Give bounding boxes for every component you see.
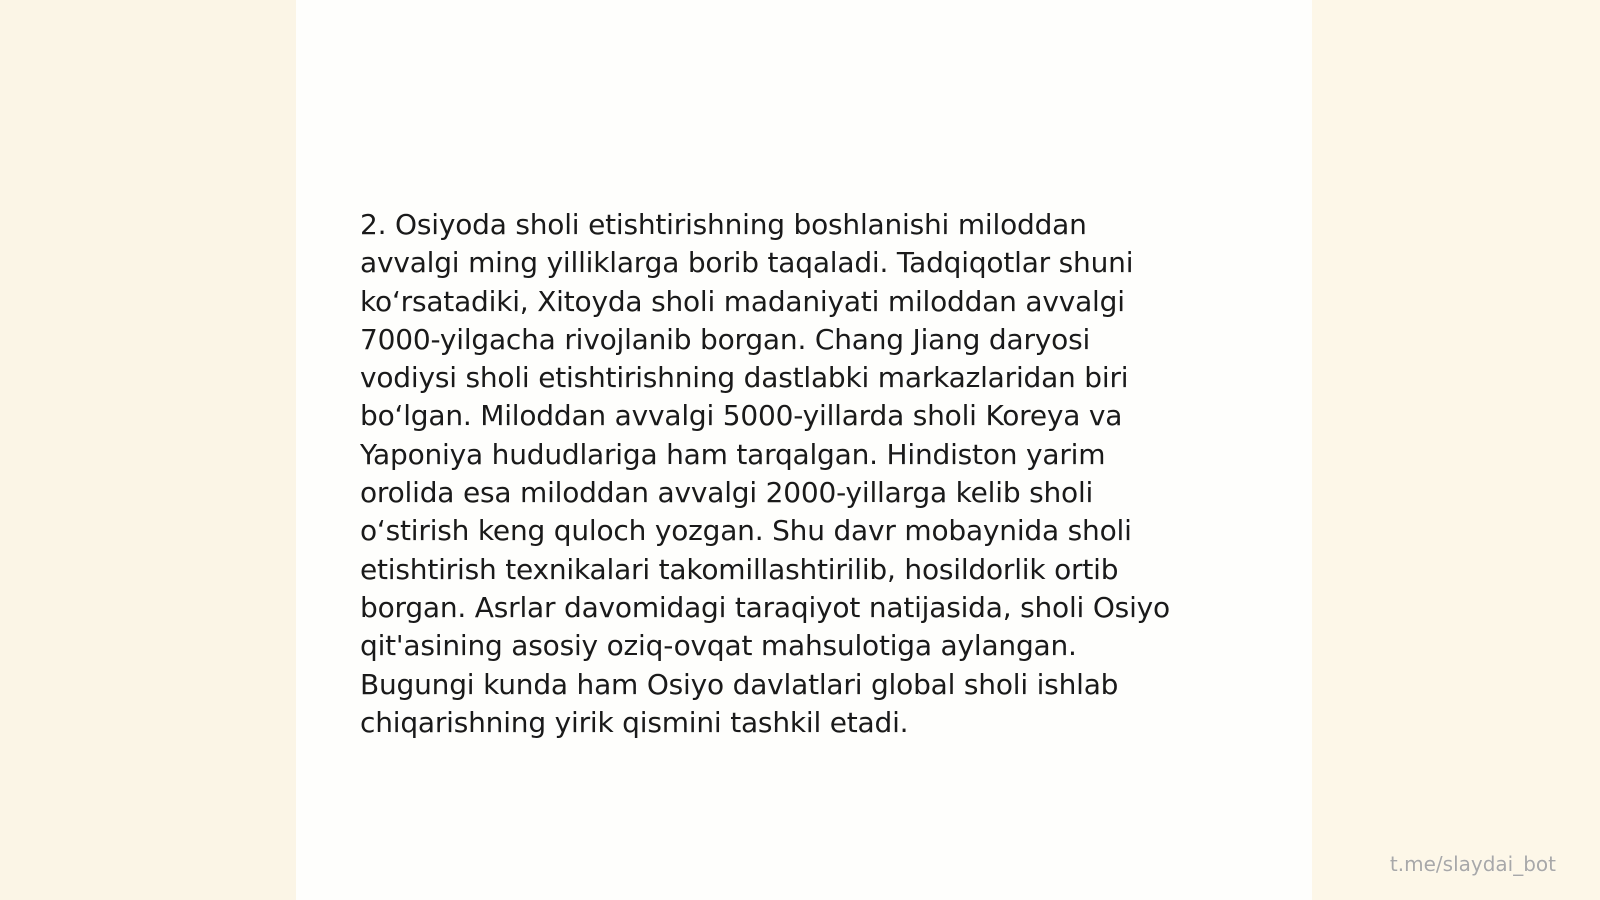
left-margin-background <box>0 0 296 900</box>
slide-body-text: 2. Osiyoda sholi etishtirishning boshlanishi miloddan avvalgi ming yilliklarga borib taqaladi. Tadqiqotlar shuni ko‘rsatadiki, Xitoyda sholi madaniyati miloddan avvalgi 7000-yilgacha rivojlanib borgan. Chang Jiang daryosi vodiysi sholi etishtirishning dastlabki markazlaridan biri bo‘lgan. Miloddan avvalgi 5000-yillarda sholi Koreya va Yaponiya hududlariga ham tarqalgan. Hindiston yarim orolida esa miloddan avvalgi 2000-yillarga kelib sholi o‘stirish keng quloch yozgan. Shu davr mobaynida sholi etishtirish texnikalari takomillashtirilib, hosildorlik ortib borgan. Asrlar davomidagi taraqiyot natijasida, sholi Osiyo qit'asining asosiy oziq-ovqat mahsulotiga aylangan. Bugungi kunda ham Osiyo davlatlari global sholi ishlab chiqarishning yirik qismini tashkil etadi. <box>360 208 1170 739</box>
watermark-link: t.me/slaydai_bot <box>1389 852 1556 876</box>
right-margin-background <box>1312 0 1600 900</box>
